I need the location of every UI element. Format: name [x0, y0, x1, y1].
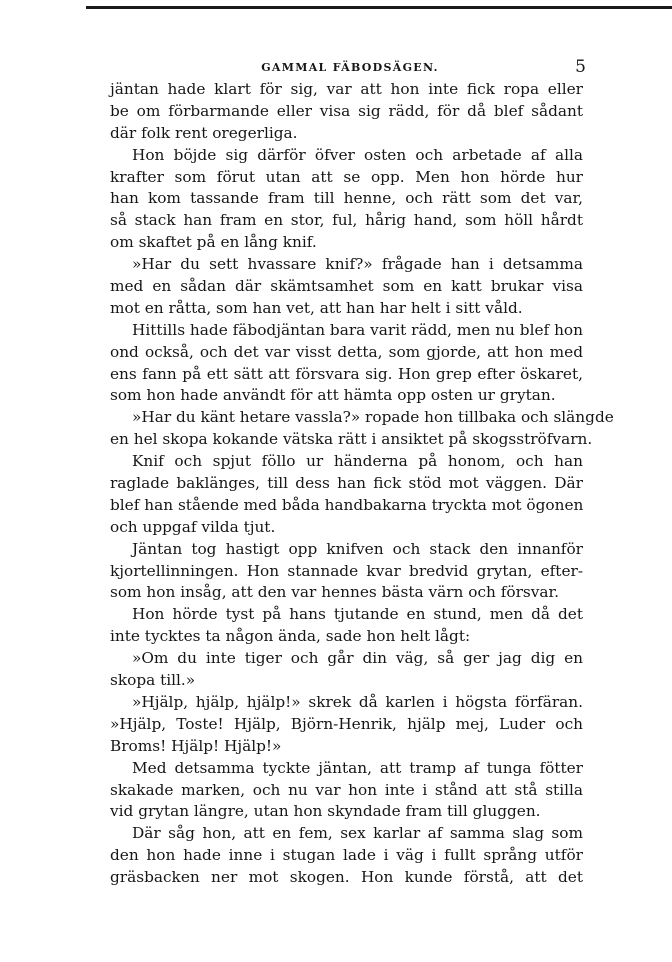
- text-line: vid grytan längre, utan hon skyndade fram till gluggen.: [110, 802, 541, 821]
- text-line: Jäntan tog hastigt opp knifven och stack den innanför: [132, 539, 583, 558]
- text-line: gräsbacken ner mot skogen. Hon kunde förstå, att det: [110, 868, 583, 887]
- text-line: krafter som förut utan att se opp. Men hon hörde hur: [110, 167, 583, 186]
- text-line: Hittills hade fäbodjäntan bara varit rädd, men nu blef hon: [132, 320, 583, 339]
- text-line: Hon böjde sig därför öfver osten och arbetade af alla: [132, 145, 583, 164]
- text-line: skopa till.»: [110, 671, 196, 690]
- text-line: skakade marken, och nu var hon inte i stånd att stå stilla: [110, 780, 583, 799]
- text-line: »Om du inte tiger och går din väg, så ger jag dig en: [132, 649, 583, 668]
- text-line: Knif och spjut föllo ur händerna på honom, och han: [132, 452, 583, 471]
- text-line: mot en råtta, som han vet, att han har helt i sitt våld.: [110, 298, 523, 317]
- text-line: raglade baklänges, till dess han fick stöd mot väggen. Där: [110, 474, 583, 493]
- text-line: inte tycktes ta någon ända, sade hon helt lågt:: [110, 627, 471, 646]
- text-line: han kom tassande fram till henne, och rätt som det var,: [110, 189, 583, 208]
- top-rule: [86, 6, 672, 9]
- text-line: kjortellinningen. Hon stannade kvar bredvid grytan, efter-: [110, 561, 583, 580]
- page-number: 5: [575, 57, 586, 77]
- text-line: ond också, och det var visst detta, som gjorde, att hon med: [110, 342, 583, 361]
- text-line: Broms! Hjälp! Hjälp!»: [110, 736, 282, 755]
- text-line: »Hjälp, Toste! Hjälp, Björn-Henrik, hjälp mej, Luder och: [110, 714, 583, 733]
- text-line: om skaftet på en lång knif.: [110, 233, 317, 252]
- running-title: GAMMAL FÄBODSÄGEN.: [261, 61, 439, 74]
- text-line: »Har du sett hvassare knif?» frågade han i detsamma: [132, 255, 583, 274]
- text-line: som hon hade användt för att hämta opp osten ur grytan.: [110, 386, 556, 405]
- running-head: [110, 57, 590, 79]
- text-line: där folk rent oregerliga.: [110, 123, 298, 142]
- text-line: den hon hade inne i stugan lade i väg i fullt språng utför: [110, 846, 583, 865]
- text-line: jäntan hade klart för sig, var att hon inte fick ropa eller: [110, 80, 583, 98]
- text-line: Hon hörde tyst på hans tjutande en stund, men då det: [132, 605, 583, 624]
- text-line: med en sådan där skämtsamhet som en katt brukar visa: [110, 277, 583, 296]
- text-line: be om förbarmande eller visa sig rädd, för då blef sådant: [110, 101, 583, 120]
- text-line: ens fann på ett sätt att försvara sig. Hon grep efter öskaret,: [110, 364, 583, 383]
- text-line: en hel skopa kokande vätska rätt i ansiktet på skogsströfvarn.: [110, 430, 593, 449]
- text-line: som hon insåg, att den var hennes bästa värn och försvar.: [110, 583, 560, 602]
- text-line: Där såg hon, att en fem, sex karlar af samma slag som: [132, 824, 583, 843]
- text-line: »Har du känt hetare vassla?» ropade hon tillbaka och slängde: [132, 408, 614, 427]
- text-line: och uppgaf vilda tjut.: [110, 517, 276, 536]
- text-line: så stack han fram en stor, ful, hårig hand, som höll hårdt: [110, 211, 583, 230]
- body-text: [110, 79, 614, 889]
- text-line: Med detsamma tyckte jäntan, att tramp af tunga fötter: [132, 758, 583, 777]
- text-line: blef han stående med båda handbakarna tryckta mot ögonen: [110, 495, 584, 514]
- text-line: »Hjälp, hjälp, hjälp!» skrek då karlen i högsta förfäran.: [132, 692, 583, 711]
